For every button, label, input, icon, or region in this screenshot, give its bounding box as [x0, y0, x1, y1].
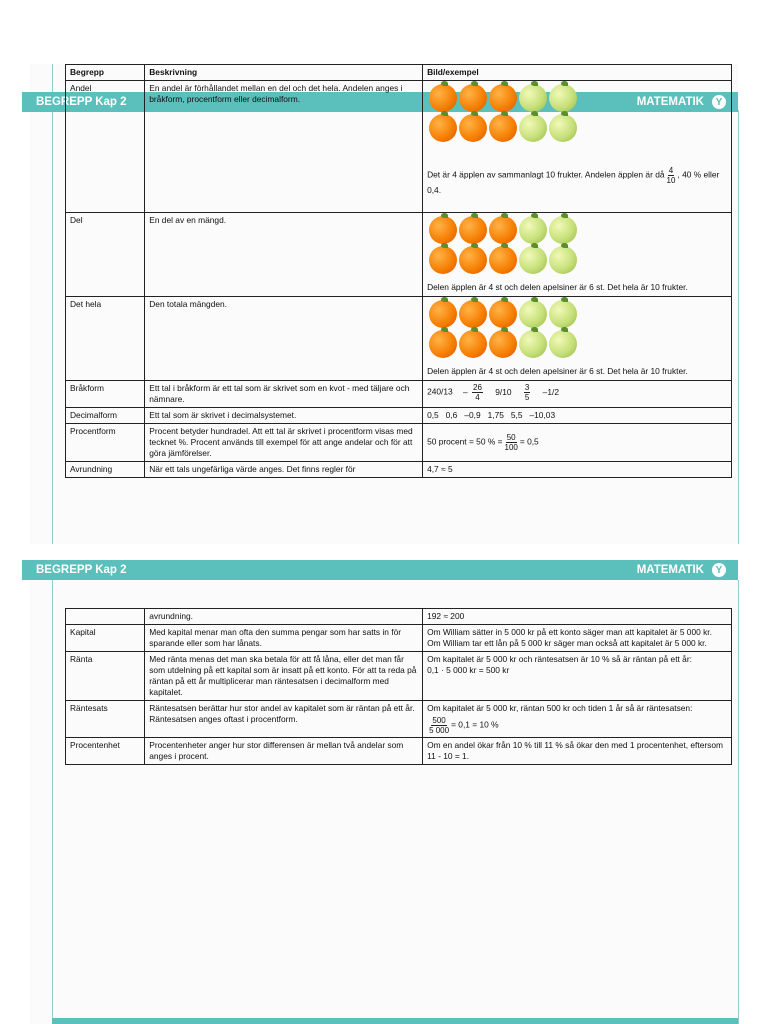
example-cell: 0,5 0,6 –0,9 1,75 5,5 –10,03: [423, 408, 732, 424]
example-cell: [423, 213, 732, 297]
concept-table-1: [65, 64, 732, 478]
table-row: [66, 213, 732, 297]
orange-icon: [489, 246, 517, 274]
term-cell: Procentenhet: [66, 738, 145, 765]
logo-icon: Y: [712, 563, 726, 577]
header-example: Bild/exempel: [423, 65, 732, 81]
description-cell: avrundning.: [145, 609, 423, 625]
fraction-example: 240/13: [427, 386, 453, 397]
orange-icon: [459, 216, 487, 244]
example-text: [427, 166, 727, 196]
example-text-post: , 40 % eller 0,4.: [427, 169, 720, 195]
fruit-image: [429, 84, 727, 144]
fraction-denominator: 5 000: [429, 726, 450, 735]
fraction-numerator: 26: [473, 383, 482, 392]
example-text-post: = 0,1 = 10 %: [451, 719, 499, 730]
apple-icon: [519, 300, 547, 328]
description-cell: Procent betyder hundradel. Att ett tal är skrivet i procentform visas med tecknet %. Procent används till exempel för att ange andelar och för att göra jämförelser.: [145, 424, 423, 462]
term-cell: Kapital: [66, 625, 145, 652]
page-2-bottom-bar: [52, 1018, 738, 1024]
apple-icon: [549, 246, 577, 274]
fraction: [429, 716, 449, 735]
term-cell: Bråkform: [66, 381, 145, 408]
example-text: Om kapitalet är 5 000 kr och räntesatsen är 10 % så är räntan på ett år:: [427, 654, 692, 664]
example-text: [427, 716, 727, 735]
orange-icon: [459, 84, 487, 112]
orange-icon: [489, 84, 517, 112]
example-cell: [423, 652, 732, 701]
table-row: [66, 462, 732, 478]
orange-icon: [489, 216, 517, 244]
term-cell: Ränta: [66, 652, 145, 701]
header-description: Beskrivning: [145, 65, 423, 81]
fraction-example: –1/2: [542, 386, 559, 397]
fraction-denominator: 5: [524, 393, 530, 402]
orange-icon: [489, 300, 517, 328]
banner-subject: MATEMATIK: [636, 96, 704, 108]
description-cell: Den totala mängden.: [145, 297, 423, 381]
example-text-pre: Det är 4 äpplen av sammanlagt 10 frukter. Andelen äpplen är då: [427, 169, 665, 180]
example-cell: [423, 381, 732, 408]
page-2-left-rule: [52, 580, 53, 1024]
orange-icon: [429, 330, 457, 358]
fruit-image: [429, 216, 727, 276]
example-text: Om William sätter in 5 000 kr på ett konto säger man att kapitalet är 5 000 kr.: [427, 627, 712, 637]
apple-icon: [549, 300, 577, 328]
example-text: Delen äpplen är 4 st och delen apelsiner är 6 st. Det hela är 10 frukter.: [427, 282, 688, 292]
example-cell: [423, 297, 732, 381]
table-row: [66, 424, 732, 462]
orange-icon: [489, 330, 517, 358]
apple-icon: [519, 84, 547, 112]
table-row: [66, 652, 732, 701]
table-row: [66, 625, 732, 652]
orange-icon: [429, 300, 457, 328]
orange-icon: [429, 114, 457, 142]
apple-icon: [549, 84, 577, 112]
fraction: [472, 383, 483, 402]
example-cell: 192 ≈ 200: [423, 609, 732, 625]
fraction: [524, 383, 530, 402]
example-cell: [423, 701, 732, 738]
description-cell: Ett tal i bråkform är ett tal som är skrivet som en kvot - med täljare och nämnare.: [145, 381, 423, 408]
term-cell: Andel: [66, 81, 145, 213]
page-1-left-rule: [52, 64, 53, 544]
description-cell: När ett tals ungefärliga värde anges. Det finns regler för: [145, 462, 423, 478]
apple-icon: [519, 246, 547, 274]
header-term: Begrepp: [66, 65, 145, 81]
fraction-numerator: 500: [432, 716, 446, 725]
description-cell: Räntesatsen berättar hur stor andel av kapitalet som är räntan på ett år. Räntesatsen anges oftast i procentform.: [145, 701, 423, 738]
apple-icon: [549, 114, 577, 142]
apple-icon: [549, 216, 577, 244]
apple-icon: [519, 216, 547, 244]
orange-icon: [429, 246, 457, 274]
description-cell: Procentenheter anger hur stor differensen är mellan två andelar som anges i procent.: [145, 738, 423, 765]
term-cell: [66, 609, 145, 625]
example-cell: [423, 625, 732, 652]
page-2-right-rule: [738, 580, 739, 1024]
example-text: 0,1 · 5 000 kr = 500 kr: [427, 665, 510, 675]
table-row: [66, 408, 732, 424]
minus-sign: –: [463, 386, 468, 397]
table-row: [66, 701, 732, 738]
example-text: Delen äpplen är 4 st och delen apelsiner är 6 st. Det hela är 10 frukter.: [427, 366, 688, 376]
concept-table-2: [65, 608, 732, 765]
example-cell: [423, 424, 732, 462]
term-cell: Procentform: [66, 424, 145, 462]
orange-icon: [429, 216, 457, 244]
description-cell: Med kapital menar man ofta den summa pengar som har satts in för sparande eller som har lånats.: [145, 625, 423, 652]
orange-icon: [429, 84, 457, 112]
table-row: [66, 81, 732, 213]
table-row: [66, 738, 732, 765]
fraction-numerator: 3: [524, 383, 530, 392]
term-cell: Det hela: [66, 297, 145, 381]
apple-icon: [519, 114, 547, 142]
fruit-image: [429, 300, 727, 360]
banner-subject: MATEMATIK: [636, 564, 704, 576]
fraction-denominator: 10: [666, 176, 676, 185]
table-row: [66, 297, 732, 381]
page-1-right-rule: [738, 110, 739, 544]
apple-icon: [519, 330, 547, 358]
orange-icon: [459, 246, 487, 274]
orange-icon: [459, 300, 487, 328]
term-cell: Avrundning: [66, 462, 145, 478]
fraction-denominator: 4: [475, 393, 480, 402]
table-header-row: [66, 65, 732, 81]
fraction: [505, 433, 518, 452]
description-cell: Med ränta menas det man ska betala för att få låna, eller det man får som utdelning på ett kapital som är insatt på ett konto. För att ta reda på räntan på ett år multiplicerar man räntesatsen i decimalform med kapitalet.: [145, 652, 423, 701]
example-text-post: = 0,5: [519, 436, 539, 447]
table-row: [66, 381, 732, 408]
banner-title: BEGREPP Kap 2: [36, 96, 127, 108]
description-cell: En del av en mängd.: [145, 213, 423, 297]
fraction-denominator: 100: [504, 443, 518, 452]
banner-title: BEGREPP Kap 2: [36, 564, 127, 576]
fraction-numerator: 50: [506, 433, 516, 442]
term-cell: Räntesats: [66, 701, 145, 738]
example-text: Om kapitalet är 5 000 kr, räntan 500 kr och tiden 1 år så är räntesatsen:: [427, 703, 693, 713]
example-cell: Om en andel ökar från 10 % till 11 % så ökar den med 1 procentenhet, eftersom 11 - 10 = 1.: [423, 738, 732, 765]
example-text-pre: 50 procent = 50 % =: [427, 436, 503, 447]
orange-icon: [459, 114, 487, 142]
orange-icon: [459, 330, 487, 358]
description-cell: En andel är förhållandet mellan en del och det hela. Andelen anges i bråkform, procentform eller decimalform.: [145, 81, 423, 213]
fraction-example: 9/10: [495, 386, 512, 397]
example-cell: [423, 81, 732, 213]
example-cell: 4,7 ≈ 5: [423, 462, 732, 478]
table-row: [66, 609, 732, 625]
description-cell: Ett tal som är skrivet i decimalsystemet.: [145, 408, 423, 424]
term-cell: Decimalform: [66, 408, 145, 424]
fraction-numerator: 4: [668, 166, 674, 175]
term-cell: Del: [66, 213, 145, 297]
apple-icon: [549, 330, 577, 358]
page-2-banner: [22, 560, 738, 580]
fraction: [667, 166, 676, 185]
logo-icon: Y: [712, 95, 726, 109]
example-text: Om William tar ett lån på 5 000 kr säger man också att kapitalet är 5 000 kr.: [427, 638, 707, 648]
orange-icon: [489, 114, 517, 142]
